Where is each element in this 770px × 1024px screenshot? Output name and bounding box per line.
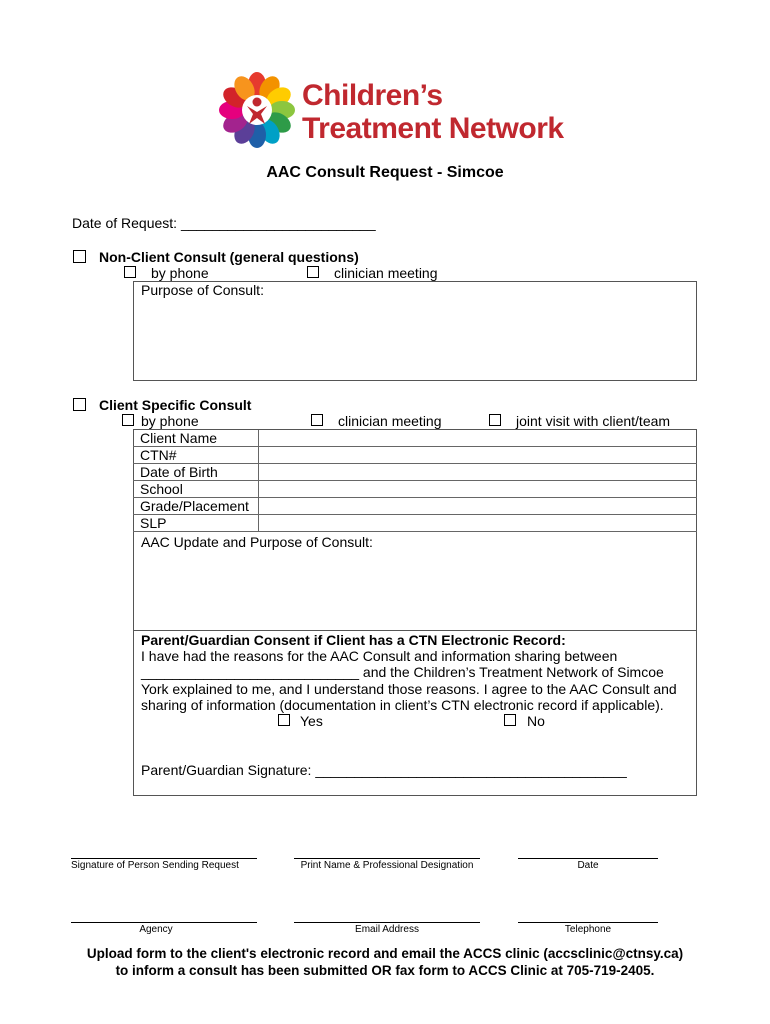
signature-sending-caption: Signature of Person Sending Request bbox=[71, 860, 239, 871]
agency-caption: Agency bbox=[139, 924, 173, 935]
page-title: AAC Consult Request - Simcoe bbox=[266, 164, 504, 181]
agency-line[interactable] bbox=[71, 922, 257, 923]
date-of-birth-label: Date of Birth bbox=[140, 464, 218, 480]
grade-placement-label: Grade/Placement bbox=[140, 498, 249, 514]
table-row-ctn[interactable] bbox=[133, 447, 697, 464]
client-meeting-checkbox[interactable] bbox=[311, 414, 323, 426]
client-phone-checkbox[interactable] bbox=[122, 414, 134, 426]
print-name-line[interactable] bbox=[294, 858, 480, 859]
footer-instructions-1: Upload form to the client's electronic record and email the ACCS clinic (accsclinic@ctnsy.ca) bbox=[86, 946, 684, 961]
consent-no-checkbox[interactable] bbox=[504, 714, 516, 726]
date-of-request-label: Date of Request: bbox=[72, 215, 178, 231]
non-client-phone-label: by phone bbox=[151, 265, 209, 281]
table-row-grade-placement[interactable] bbox=[133, 498, 697, 515]
email-caption: Email Address bbox=[355, 924, 419, 935]
logo-flower-icon bbox=[218, 72, 296, 148]
non-client-meeting-checkbox[interactable] bbox=[307, 266, 319, 278]
table-row-slp[interactable] bbox=[133, 515, 697, 532]
table-row-school[interactable] bbox=[133, 481, 697, 498]
table-row-date-of-birth[interactable] bbox=[133, 464, 697, 481]
date-line[interactable] bbox=[518, 858, 658, 859]
purpose-of-consult-label: Purpose of Consult: bbox=[141, 282, 264, 298]
logo-line-1: Children’s bbox=[302, 79, 443, 112]
consent-text-2: ____________________________ and the Children’s Treatment Network of Simcoe bbox=[141, 664, 664, 680]
non-client-phone-checkbox[interactable] bbox=[124, 266, 136, 278]
date-of-request[interactable] bbox=[72, 215, 376, 231]
parent-signature-field[interactable]: Parent/Guardian Signature: ________________________________________ bbox=[141, 762, 627, 778]
client-joint-visit-label: joint visit with client/team bbox=[516, 413, 671, 429]
consent-text-4: sharing of information (documentation in client’s CTN electronic record if applicable). bbox=[141, 697, 664, 713]
client-consult-checkbox[interactable] bbox=[73, 398, 86, 411]
consent-heading: Parent/Guardian Consent if Client has a CTN Electronic Record: bbox=[141, 632, 566, 648]
non-client-meeting-label: clinician meeting bbox=[334, 265, 438, 281]
signature-sending-line[interactable] bbox=[71, 858, 257, 859]
client-phone-label: by phone bbox=[141, 413, 199, 429]
consent-text-1: I have had the reasons for the AAC Consult and information sharing between bbox=[141, 648, 618, 664]
email-line[interactable] bbox=[294, 922, 480, 923]
telephone-caption: Telephone bbox=[564, 924, 612, 935]
school-label: School bbox=[140, 481, 183, 497]
date-caption: Date bbox=[577, 860, 599, 871]
client-meeting-label: clinician meeting bbox=[338, 413, 442, 429]
client-joint-visit-checkbox[interactable] bbox=[489, 414, 501, 426]
client-consult-heading: Client Specific Consult bbox=[99, 397, 252, 413]
slp-label: SLP bbox=[140, 515, 167, 531]
consent-text-3: York explained to me, and I understand those reasons. I agree to the AAC Consult and bbox=[141, 681, 677, 697]
table-row-client-name[interactable] bbox=[133, 430, 697, 447]
consent-yes-label: Yes bbox=[300, 713, 323, 729]
client-name-label: Client Name bbox=[140, 430, 218, 446]
consent-yes-checkbox[interactable] bbox=[278, 714, 290, 726]
aac-update-label: AAC Update and Purpose of Consult: bbox=[141, 534, 373, 550]
non-client-consult-checkbox[interactable] bbox=[73, 250, 86, 263]
telephone-line[interactable] bbox=[518, 922, 658, 923]
ctn-label: CTN# bbox=[140, 447, 177, 463]
non-client-consult-heading: Non-Client Consult (general questions) bbox=[99, 249, 359, 265]
footer-instructions-2: to inform a consult has been submitted OR fax form to ACCS Clinic at 705-719-2405. bbox=[115, 963, 655, 978]
aac-update-box-divider bbox=[133, 630, 697, 631]
print-name-caption: Print Name & Professional Designation bbox=[300, 860, 474, 871]
date-of-request-field[interactable]: _________________________ bbox=[180, 215, 376, 231]
consent-no-label: No bbox=[527, 713, 545, 729]
logo-line-2: Treatment Network bbox=[302, 112, 564, 145]
